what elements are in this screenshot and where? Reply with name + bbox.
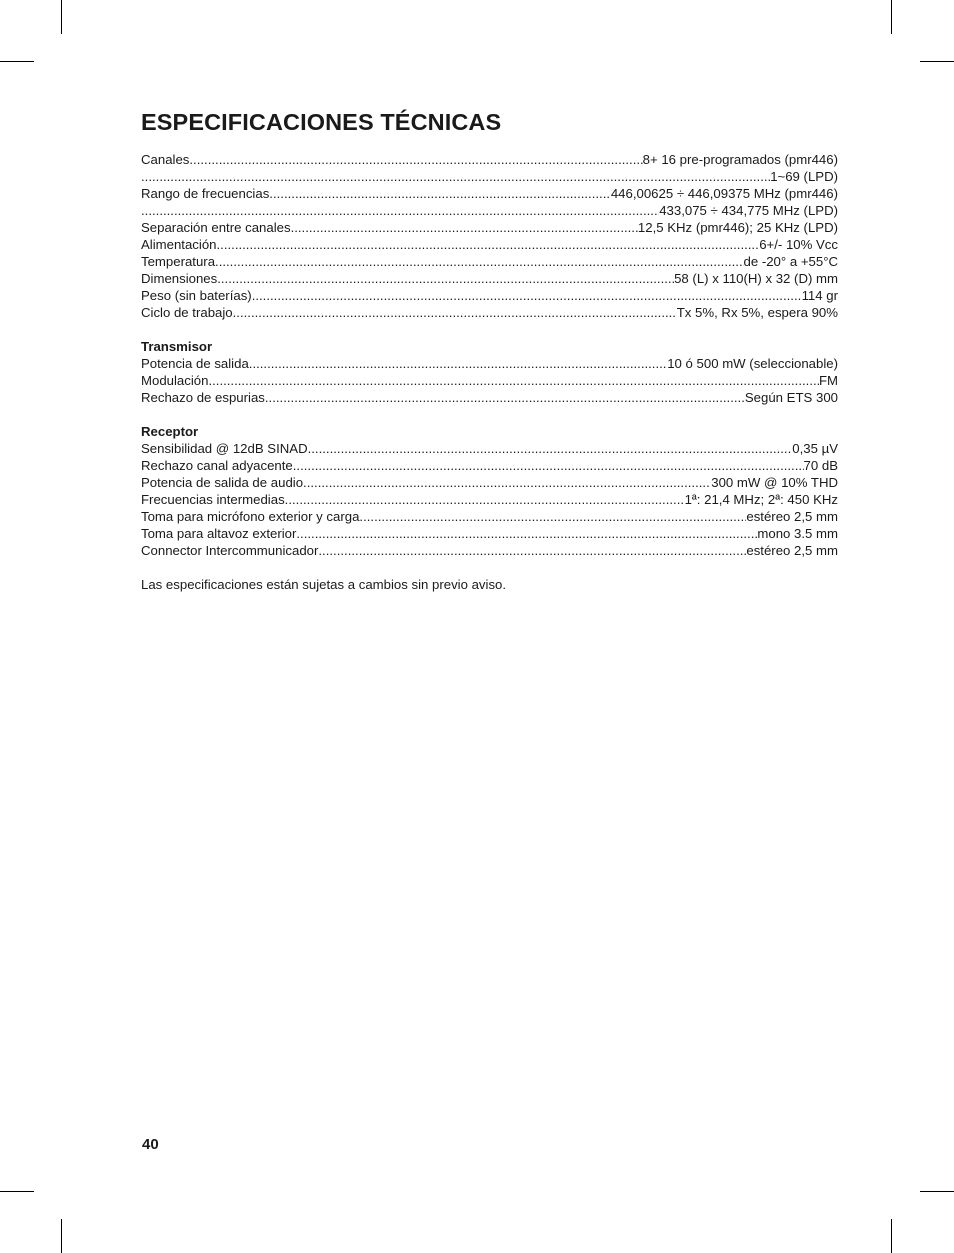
spec-label: Alimentación bbox=[141, 237, 217, 252]
spec-row bbox=[141, 236, 838, 253]
spec-row bbox=[141, 304, 838, 321]
spec-label: Potencia de salida bbox=[141, 356, 249, 371]
spec-value: 0,35 µV bbox=[792, 441, 838, 456]
transmisor-spec-list bbox=[141, 355, 838, 406]
spec-row bbox=[141, 151, 838, 168]
spec-row bbox=[141, 270, 838, 287]
dot-leader bbox=[285, 491, 685, 508]
dot-leader bbox=[303, 474, 711, 491]
spec-label: Toma para micrófono exterior y carga bbox=[141, 509, 360, 524]
spec-row bbox=[141, 168, 838, 185]
spec-label: Rango de frecuencias bbox=[141, 186, 270, 201]
spec-label: Canales bbox=[141, 152, 190, 167]
spec-label: Sensibilidad @ 12dB SINAD bbox=[141, 441, 308, 456]
crop-mark bbox=[0, 61, 34, 62]
dot-leader bbox=[359, 508, 746, 525]
spec-row bbox=[141, 287, 838, 304]
dot-leader bbox=[217, 270, 674, 287]
receptor-spec-list bbox=[141, 440, 838, 559]
spec-value: Tx 5%, Rx 5%, espera 90% bbox=[676, 305, 838, 320]
dot-leader bbox=[233, 304, 677, 321]
crop-mark bbox=[920, 1191, 954, 1192]
dot-leader bbox=[252, 287, 802, 304]
spec-value: 1~69 (LPD) bbox=[770, 169, 838, 184]
crop-mark bbox=[891, 0, 892, 34]
spec-value: 6+/- 10% Vcc bbox=[759, 237, 838, 252]
page-number: 40 bbox=[142, 1136, 159, 1153]
spec-value: 1ª: 21,4 MHz; 2ª: 450 KHz bbox=[684, 492, 838, 507]
dot-leader bbox=[141, 168, 770, 185]
spec-value: 433,075 ÷ 434,775 MHz (LPD) bbox=[659, 203, 838, 218]
spec-value: 114 gr bbox=[801, 288, 838, 303]
spec-label: Peso (sin baterías) bbox=[141, 288, 252, 303]
dot-leader bbox=[296, 525, 757, 542]
spec-value: 446,00625 ÷ 446,09375 MHz (pmr446) bbox=[610, 186, 838, 201]
spec-label: Separación entre canales bbox=[141, 220, 291, 235]
spec-label: Temperatura bbox=[141, 254, 216, 269]
spec-value: de -20° a +55°C bbox=[743, 254, 838, 269]
spec-value: Según ETS 300 bbox=[744, 390, 838, 405]
dot-leader bbox=[308, 440, 793, 457]
dot-leader bbox=[269, 185, 611, 202]
dot-leader bbox=[189, 151, 642, 168]
spec-label: Rechazo de espurias bbox=[141, 390, 265, 405]
spec-row bbox=[141, 185, 838, 202]
spec-label: Dimensiones bbox=[141, 271, 218, 286]
spec-row bbox=[141, 525, 838, 542]
spec-value: estéreo 2,5 mm bbox=[746, 509, 838, 524]
spec-label: Toma para altavoz exterior bbox=[141, 526, 297, 541]
dot-leader bbox=[141, 202, 659, 219]
spec-row bbox=[141, 372, 838, 389]
crop-mark bbox=[61, 0, 62, 34]
spec-value: mono 3.5 mm bbox=[757, 526, 838, 541]
spec-value: 70 dB bbox=[803, 458, 838, 473]
spec-value: 12,5 KHz (pmr446); 25 KHz (LPD) bbox=[637, 220, 838, 235]
spec-row bbox=[141, 474, 838, 491]
spacer bbox=[141, 321, 838, 338]
spec-value: 58 (L) x 110(H) x 32 (D) mm bbox=[674, 271, 838, 286]
spec-row bbox=[141, 508, 838, 525]
spec-row bbox=[141, 491, 838, 508]
dot-leader bbox=[291, 219, 638, 236]
spec-label: Modulación bbox=[141, 373, 209, 388]
dot-leader bbox=[208, 372, 819, 389]
dot-leader bbox=[265, 389, 745, 406]
spec-content bbox=[141, 151, 838, 593]
spec-label: Connector Intercommunicador bbox=[141, 543, 319, 558]
spec-value: 300 mW @ 10% THD bbox=[711, 475, 838, 490]
general-spec-list bbox=[141, 151, 838, 321]
spec-value: FM bbox=[818, 373, 838, 388]
crop-mark bbox=[891, 1219, 892, 1253]
spec-row bbox=[141, 389, 838, 406]
crop-mark bbox=[0, 1191, 34, 1192]
spec-row bbox=[141, 219, 838, 236]
spec-row bbox=[141, 355, 838, 372]
spec-label: Frecuencias intermedias bbox=[141, 492, 285, 507]
dot-leader bbox=[217, 236, 760, 253]
spacer bbox=[141, 406, 838, 423]
dot-leader bbox=[249, 355, 667, 372]
spacer bbox=[141, 559, 838, 576]
spec-row bbox=[141, 253, 838, 270]
page-title: ESPECIFICACIONES TÉCNICAS bbox=[141, 109, 502, 135]
section-title-receptor: Receptor bbox=[141, 424, 199, 439]
spec-label: Potencia de salida de audio bbox=[141, 475, 304, 490]
crop-mark bbox=[61, 1219, 62, 1253]
spec-row bbox=[141, 457, 838, 474]
spec-value: 10 ó 500 mW (seleccionable) bbox=[667, 356, 838, 371]
dot-leader bbox=[293, 457, 804, 474]
disclaimer-note: Las especificaciones están sujetas a cambios sin previo aviso. bbox=[141, 577, 507, 592]
crop-mark bbox=[920, 61, 954, 62]
spec-label: Rechazo canal adyacente bbox=[141, 458, 293, 473]
spec-row bbox=[141, 542, 838, 559]
dot-leader bbox=[318, 542, 746, 559]
spec-value: estéreo 2,5 mm bbox=[746, 543, 838, 558]
spec-row bbox=[141, 440, 838, 457]
spec-value: 8+ 16 pre-programados (pmr446) bbox=[642, 152, 838, 167]
dot-leader bbox=[215, 253, 743, 270]
spec-label: Ciclo de trabajo bbox=[141, 305, 233, 320]
section-title-transmisor: Transmisor bbox=[141, 339, 213, 354]
spec-row bbox=[141, 202, 838, 219]
